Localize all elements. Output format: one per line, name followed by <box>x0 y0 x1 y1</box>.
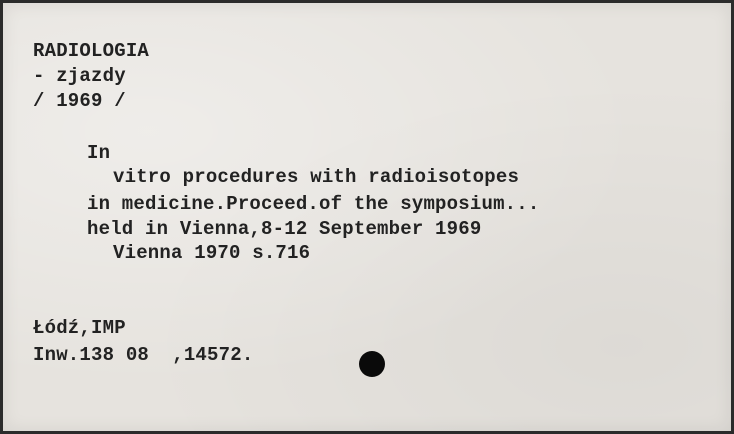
card-heading: RADIOLOGIA <box>33 40 150 62</box>
card-location: Łódź,IMP <box>33 317 126 339</box>
card-inventory: Inw.138 08 ,14572. <box>33 344 254 366</box>
entry-line-1: In <box>87 142 111 164</box>
card-subheading: - zjazdy <box>33 65 126 87</box>
entry-line-2: vitro procedures with radioisotopes <box>113 166 520 188</box>
entry-line-4: held in Vienna,8-12 September 1969 <box>87 218 482 240</box>
entry-line-5: Vienna 1970 s.716 <box>113 242 311 264</box>
entry-line-3: in medicine.Proceed.of the symposium... <box>87 193 540 215</box>
punch-hole <box>359 351 385 377</box>
catalog-card <box>3 3 731 431</box>
card-year: / 1969 / <box>33 90 126 112</box>
